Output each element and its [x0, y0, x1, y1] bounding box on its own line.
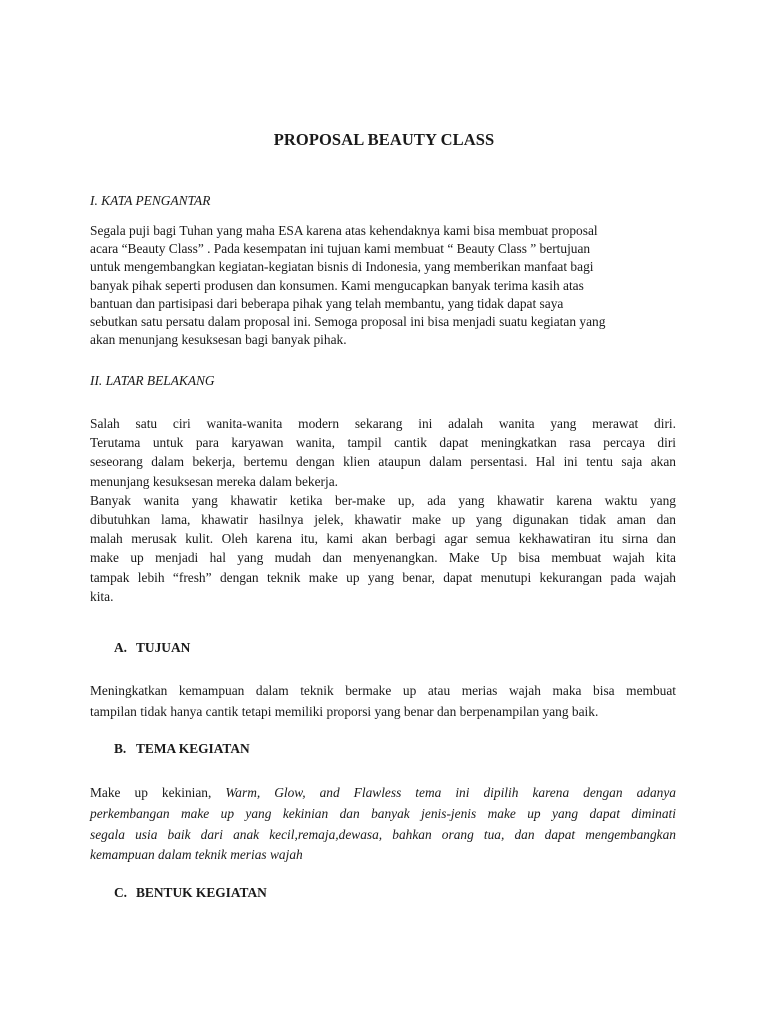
text-normal: Make up kekinian,	[90, 785, 226, 800]
text-line: seseorang dalam bekerja, bertemu dengan klien ataupun dalam persentasi. Hal ini tentu saja akan	[90, 454, 676, 470]
paragraph-tujuan	[90, 681, 676, 722]
paragraph-kata-pengantar	[90, 222, 676, 349]
text-line: acara “Beauty Class” . Pada kesempatan ini tujuan kami membuat “ Beauty Class ” bertujuan	[90, 241, 591, 257]
paragraph-latar-belakang	[90, 414, 676, 606]
text-line: make up menjadi hal yang mudah dan menyenangkan. Make Up bisa membuat wajah kita	[90, 550, 676, 566]
text-line: kita.	[90, 588, 114, 604]
subsection-title: BENTUK KEGIATAN	[136, 885, 267, 900]
text-line: sebutkan satu persatu dalam proposal ini. Semoga proposal ini bisa menjadi suatu kegiatan yang	[90, 314, 606, 330]
text-line: tampilan tidak hanya cantik tetapi memiliki proporsi yang benar dan berpenampilan yang baik.	[90, 703, 599, 719]
section-heading-latar-belakang: II. LATAR BELAKANG	[90, 373, 215, 388]
text-line: malah merusak kulit. Oleh karena itu, kami akan berbagi agar semua kekhawatiran itu sirna dan	[90, 531, 676, 547]
text-line: Salah satu ciri wanita-wanita modern sekarang ini adalah wanita yang merawat diri.	[90, 416, 676, 431]
text-line: Segala puji bagi Tuhan yang maha ESA karena atas kehendaknya kami bisa membuat proposal	[90, 223, 598, 238]
section-heading-kata-pengantar: I. KATA PENGANTAR	[90, 193, 211, 208]
text-line: perkembangan make up yang kekinian dan banyak jenis-jenis make up yang dapat diminati	[90, 805, 676, 821]
text-line: bantuan dan partisipasi dari beberapa pihak yang telah membantu, yang tidak dapat saya	[90, 295, 564, 311]
text-line: Meningkatkan kemampuan dalam teknik bermake up atau merias wajah maka bisa membuat	[90, 683, 676, 698]
text-italic: Warm, Glow, and Flawless tema ini dipilih karena dengan adanya	[225, 785, 676, 800]
text-line: kemampuan dalam teknik merias wajah	[90, 847, 303, 863]
paragraph-tema-kegiatan	[90, 783, 676, 866]
subsection-heading-tujuan	[114, 640, 190, 656]
subsection-number: A.	[114, 640, 128, 655]
subsection-heading-tema-kegiatan	[114, 741, 250, 757]
text-line: akan menunjang kesuksesan bagi banyak pihak.	[90, 332, 347, 348]
text-line: menunjang kesuksesan mereka dalam bekerja.	[90, 473, 339, 489]
text-line: Terutama untuk para karyawan wanita, tampil cantik dapat meningkatkan rasa percaya diri	[90, 435, 676, 451]
subsection-heading-bentuk-kegiatan	[114, 885, 267, 901]
text-line: dibutuhkan lama, khawatir hasilnya jelek, khawatir make up yang digunakan tidak aman dan	[90, 512, 676, 528]
text-line: Banyak wanita yang khawatir ketika ber-make up, ada yang khawatir karena waktu yang	[90, 492, 676, 508]
text-line: tampak lebih “fresh” dengan teknik make up yang benar, dapat menutupi kekurangan pada wajah	[90, 569, 676, 585]
subsection-title: TUJUAN	[136, 640, 191, 655]
subsection-number: C.	[114, 885, 128, 900]
subsection-number: B.	[114, 741, 127, 756]
text-line: segala usia baik dari anak kecil,remaja,dewasa, bahkan orang tua, dan dapat mengembangkan	[90, 826, 676, 842]
subsection-title: TEMA KEGIATAN	[136, 741, 250, 756]
text-line	[90, 783, 676, 804]
document-title: PROPOSAL BEAUTY CLASS	[273, 130, 495, 149]
text-line: banyak pihak seperti produsen dan konsumen. Kami mengucapkan banyak terima kasih atas	[90, 277, 584, 293]
text-line: untuk mengembangkan kegiatan-kegiatan bisnis di Indonesia, yang memberikan manfaat bagi	[90, 259, 594, 275]
